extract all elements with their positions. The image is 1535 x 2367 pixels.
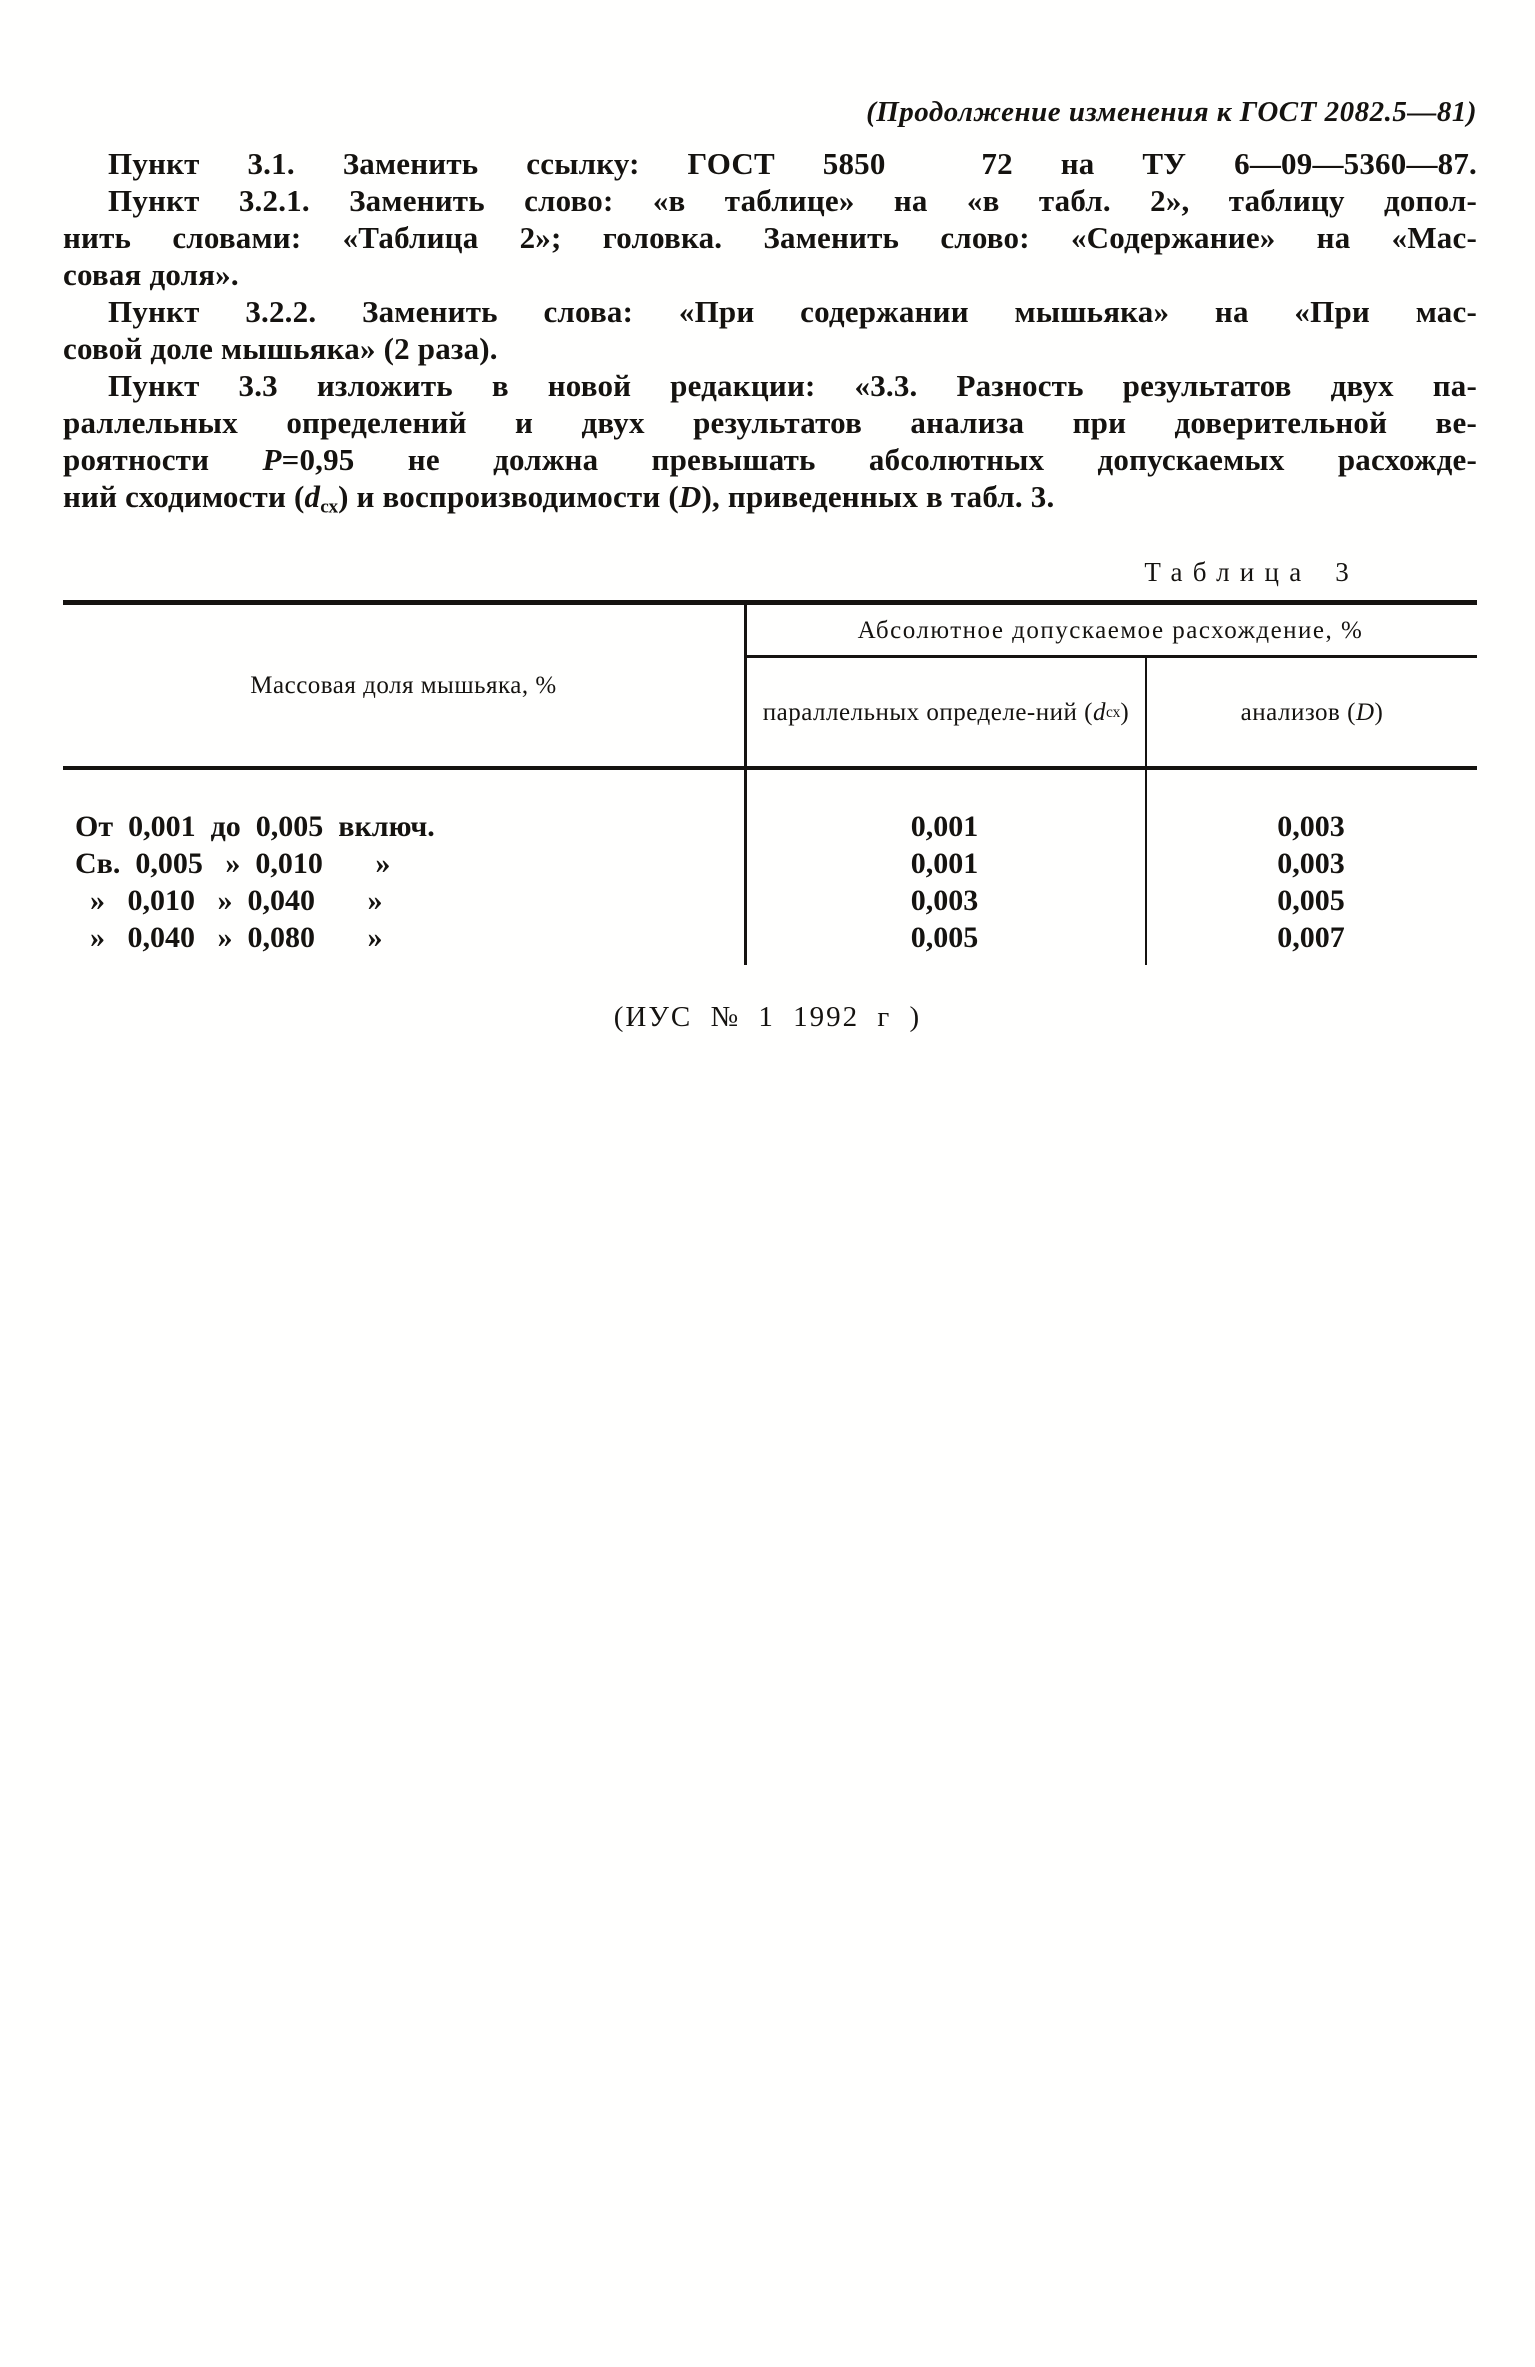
text-run: анализов ( xyxy=(1240,698,1356,726)
text-run: ) xyxy=(1120,698,1130,726)
table-row xyxy=(63,919,1477,956)
footer-ius-note: (ИУС № 1 1992 г ) xyxy=(613,1001,922,1033)
text-line xyxy=(63,330,1477,367)
row-range-cell: От 0,001 до 0,005 включ. xyxy=(75,810,435,843)
column-header-analyses xyxy=(1147,658,1477,766)
row-dsx-cell: 0,003 xyxy=(910,884,979,917)
column-header-absolute-discrepancy: Абсолютное допускаемое расхождение, % xyxy=(857,616,1364,644)
text-line xyxy=(63,219,1477,256)
column-header-mass-fraction: Массовая доля мышьяка, % xyxy=(250,672,557,699)
body-text xyxy=(63,145,1477,518)
text-run: нить словами: «Таблица 2»; головка. Заменить слово: «Содержание» на «Мас- xyxy=(63,220,1477,255)
text-run: совая доля». xyxy=(63,257,239,292)
table-rows xyxy=(63,770,1477,956)
text-run: Р xyxy=(262,442,282,477)
row-D-cell: 0,007 xyxy=(1277,921,1345,954)
column-header-parallel-determinations xyxy=(747,658,1145,766)
row-range-cell: Св. 0,005 » 0,010 » xyxy=(75,847,391,880)
text-run: D xyxy=(1355,698,1375,726)
table-caption: Таблица 3 xyxy=(1144,557,1359,587)
row-dsx-cell: 0,001 xyxy=(910,847,979,880)
text-run: сх xyxy=(1105,703,1121,721)
row-dsx-cell: 0,005 xyxy=(910,921,979,954)
text-run: ), приведенных в табл. 3. xyxy=(701,479,1055,514)
row-D-cell: 0,005 xyxy=(1277,884,1345,917)
row-dsx-cell: 0,001 xyxy=(910,810,979,843)
text-run: сх xyxy=(320,496,339,518)
text-line xyxy=(63,441,1477,478)
table-row xyxy=(63,882,1477,919)
table-row xyxy=(63,845,1477,882)
text-run: ) xyxy=(1374,698,1384,726)
text-line xyxy=(63,367,1477,404)
text-line xyxy=(63,293,1477,330)
text-run: роятности xyxy=(63,442,263,477)
text-run: Пункт 3.2.2. Заменить слова: «При содержании мышьяка» на «При мас- xyxy=(108,294,1477,329)
text-run: Пункт 3.3 изложить в новой редакции: «3.3. Разность результатов двух па- xyxy=(108,368,1477,403)
text-run: Пункт 3.2.1. Заменить слово: «в таблице» на «в табл. 2», таблицу допол- xyxy=(108,183,1477,218)
text-line xyxy=(63,182,1477,219)
row-D-cell: 0,003 xyxy=(1277,810,1345,843)
row-range-cell: » 0,010 » 0,040 » xyxy=(75,884,383,917)
text-run: раллельных определений и двух результатов анализа при доверительной ве- xyxy=(63,405,1477,440)
text-line xyxy=(63,256,1477,293)
text-run: =0,95 не должна превышать абсолютных допускаемых расхожде- xyxy=(281,442,1477,477)
text-run: d xyxy=(1092,698,1106,726)
text-run: ний сходимости ( xyxy=(63,479,305,514)
text-run: ) и воспроизводимости ( xyxy=(338,479,679,514)
row-D-cell: 0,003 xyxy=(1277,847,1345,880)
text-run: параллельных определе- xyxy=(762,698,1036,726)
row-range-cell: » 0,040 » 0,080 » xyxy=(75,921,383,954)
header-continuation-note: (Продолжение изменения к ГОСТ 2082.5—81) xyxy=(866,96,1477,128)
text-run: Пункт 3.1. Заменить ссылку: ГОСТ 5850 72 на ТУ 6—09—5360—87. xyxy=(108,146,1477,181)
table-row xyxy=(63,808,1477,845)
text-run: D xyxy=(678,479,702,514)
text-run: ний ( xyxy=(1035,698,1093,726)
text-run: d xyxy=(304,479,321,514)
text-line xyxy=(63,478,1477,518)
text-run: совой доле мышьяка» (2 раза). xyxy=(63,331,498,366)
text-line xyxy=(63,145,1477,182)
text-line xyxy=(63,404,1477,441)
data-table xyxy=(63,600,1477,967)
